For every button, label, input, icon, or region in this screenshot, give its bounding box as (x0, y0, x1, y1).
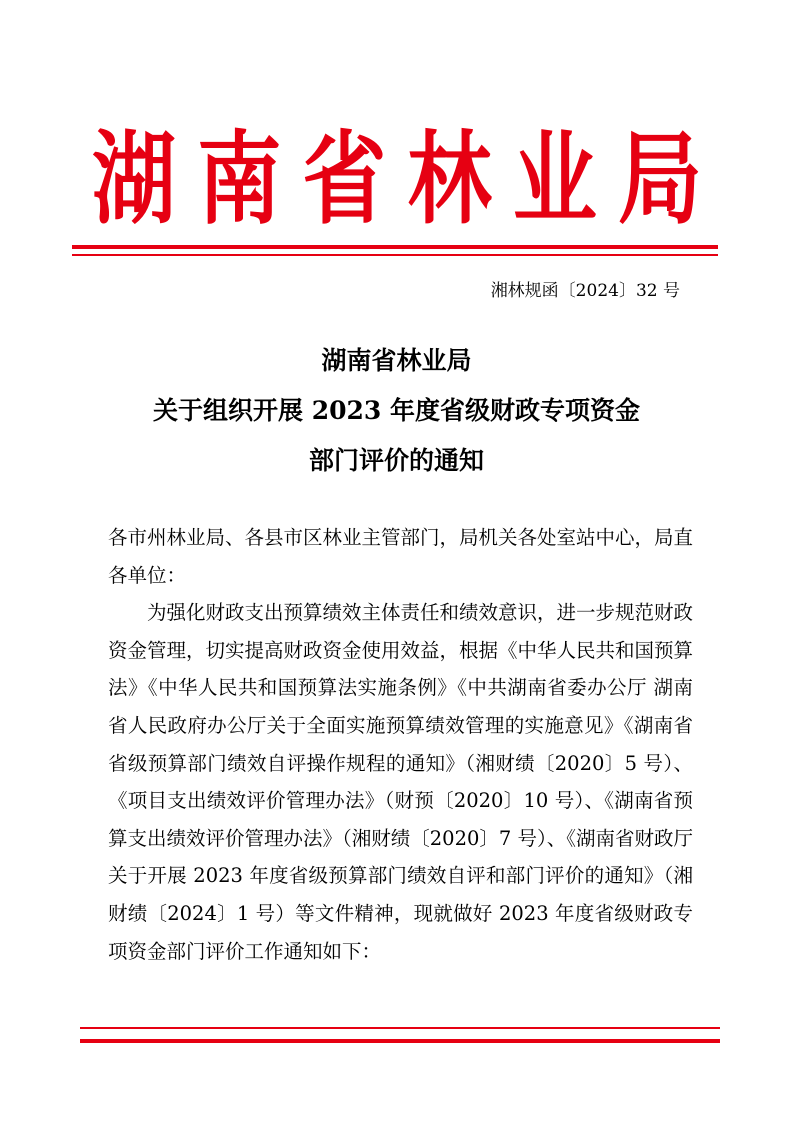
footer-divider-thick (80, 1039, 720, 1043)
document-title-line-2: 关于组织开展 2023 年度省级财政专项资金 (153, 396, 640, 425)
org-name-char: 林 (407, 120, 492, 238)
document-number: 湘林规函〔2024〕32 号 (490, 281, 680, 301)
document-title-line-1: 湖南省林业局 (321, 346, 472, 375)
header-divider-thin (72, 254, 718, 256)
body-paragraph: 为强化财政支出预算绩效主体责任和绩效意识，进一步规范财政资金管理，切实提高财政资金使用效益，根据《中华人民共和国预算法》《中华人民共和国预算法实施条例》《中共湖南省委办公厅 湖南省人民政府办公厅关于全面实施预算绩效管理的实施意见》《湖南省省级预算部门绩效自评操作规程的通知》（湘财绩〔2020〕5 号）、《项目支出绩效评价管理办法》（财预〔2020〕10 号）、《湖南省预算支出绩效评价管理办法》（湘财绩〔2020〕7 号）、《湖南省财政厅关于开展 2023 年度省级预算部门绩效自评和部门评价的通知》（湘财绩〔2024〕1 号）等文件精神，现就做好 2023 年度省级财政专项资金部门评价工作通知如下： (108, 601, 694, 963)
document-title-line-3: 部门评价的通知 (308, 446, 484, 475)
org-name-char: 湖 (92, 120, 177, 238)
org-name-char: 省 (302, 120, 387, 238)
addressee: 各市州林业局、各县市区林业主管部门，局机关各处室站中心，局直各单位： (108, 526, 694, 587)
document-body (108, 519, 693, 970)
footer-divider-thin (80, 1027, 720, 1029)
org-name-char: 局 (617, 120, 702, 238)
header-divider-thick (72, 245, 718, 249)
issuing-organization-header (92, 118, 702, 240)
org-name-char: 南 (197, 120, 282, 238)
org-name-char: 业 (512, 120, 597, 238)
